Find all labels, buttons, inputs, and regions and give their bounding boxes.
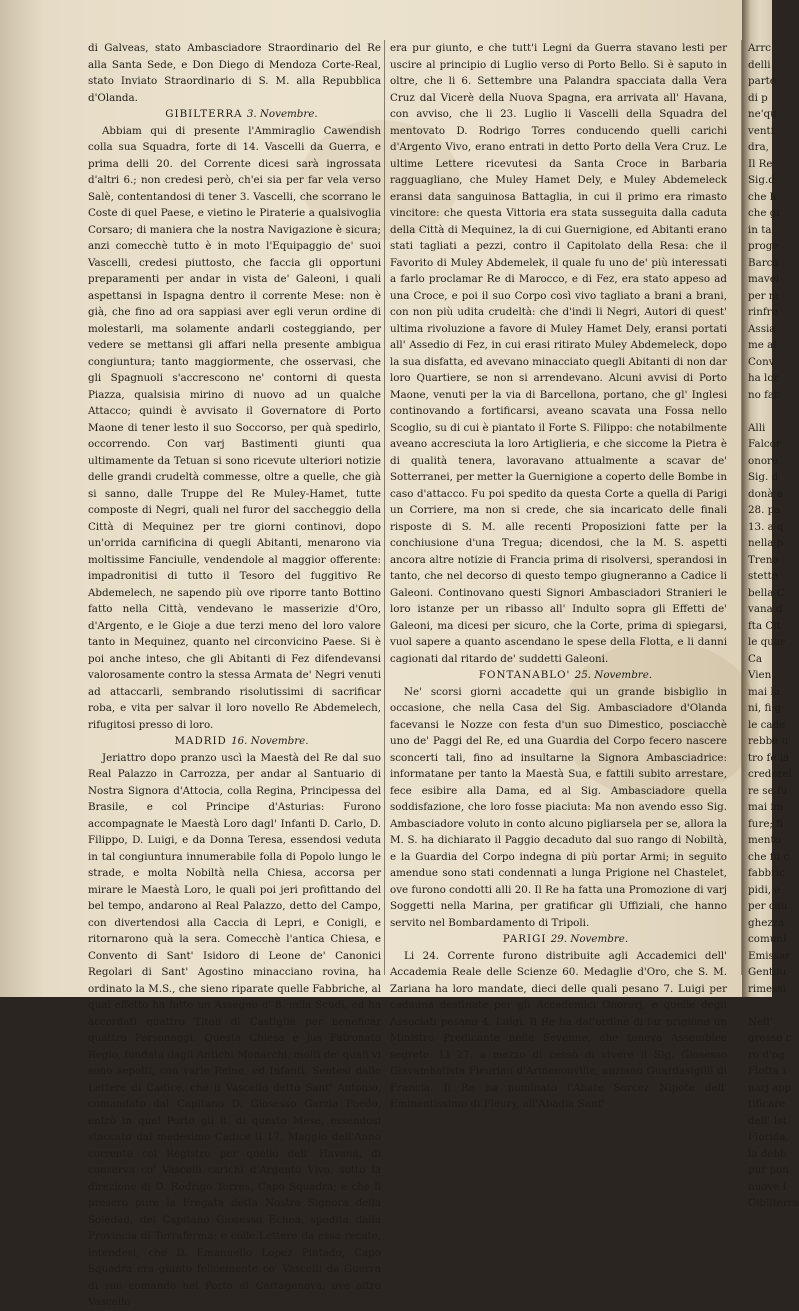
line-fragment: Flotta i [748,1065,786,1077]
line-fragment: Nell' [748,1015,773,1028]
place-name: PARIGI [502,933,547,945]
line-fragment: Treno [748,553,779,566]
line-fragment: Assia [748,322,776,335]
paragraph: Abbiam qui di presente l'Ammiraglio Cawendish colla sua Squadra, forte di 14. Vascelli da Guerra, e prima delli 20. del Corrente dicesi sarà ingrossata d'altri 6.; non credesi però, ch'ei sia per far vela verso Salè, contentandosi di tener 3. Vascelli, che scorrano le Coste di quel Paese, e vietino le Piraterie a qualsivoglia Corsaro; di maniera che la nostra Navigazione è sicura; anzi comecchè tutto è in moto l'Equipaggio de' suoi Vascelli, credesi piuttosto, che faccia gli opportuni preparamenti per andar in vista de' Galeoni, i quali aspettansi in Ispagna dentro il corrente Mese: non è già, che fino ad ora sappiasi aver egli verun ordine di molestarli, ma solamente andarli costeggiando, per vedere se mettansi gli affari nella presente ambigua congiuntura; tanto maggiormente, che osservasi, che gli Spagnuoli s'accrescono ne' contorni di questa Piazza, qualsisia mirino di nuovo ad un qualche Attacco; quindi è avvisato il Governatore di Porto Maone di tener lesto il suo Soccorso, per quà spedirlo, occorrendo. Con varj Bastimenti giunti qua ultimamente da Tetuan si sono ricevute ulteriori notizie delle grandi crudeltà commesse, oltre a quelle, che già si sanno, dalle Truppe del Re Muley-Hamet, tutte composte di Negri, quali nel furor del saccheggio della Città di Mequinez per tre giorni continovi, dopo un'orrida carnificina di quegli Abitanti, menarono via moltissime Fanciulle, vendendole al maggior offerente: impadronitisi di tutto il Tesoro del fuggitivo Re Abdemelech, ne sapendo più ove riporre tanto Bottino fatto nella Città, vendevano le masserizie d'Oro, d'Argento, e le Gioje a due terzi meno del loro valore tanto in Mequinez, quanto nel circonvicino Paese. Si è poi anche inteso, che gli Abitanti di Fez difendevansi valorosamente contro la stessa Armata de' Negri venuti ad attaccarli, sembrando risolutissimi di sacrificar roba, e vita per salvar il loro novello Re Abdemelech, rifugitosi presso di loro. [88,124,381,731]
paragraph: Ne' scorsi giorni accadette qui un grande bisbiglio in occasione, che nella Casa del Sig. Ambasciadore d'Olanda facevansi le Nozze con festa d'un suo Dimestico, posciacchè uno de' Paggi del Re, ed una Guardia del Corpo fecero nascere sconcerti tali, fino ad insultarne la Signora Ambasciadrice: informatane per tanto la Maestà Sua, e fattili subito arrestare, fece esibire alla Dama, ed al Sig. Ambasciadore quella soddisfazione, che loro fosse piaciuta: Ma non avendo esso Sig. Ambasciadore voluto in conto alcuno pigliarsela per se, allora la M. S. ha dichiarato il Paggio decaduto dal suo rango di Nobiltà, e la Guardia del Corpo indegna di più portar Armi; in seguito amendue sono stati condennati a lunga Prigione nel Chastelet, ove furono condotti alli 20. Il Re ha fatta una Promozione di varj Soggetti nella Marina, per gratificar gli Uffiziali, che hanno servito nel Bombardamento di Tripoli. [390,685,727,929]
line-fragment: ha lor [748,372,779,384]
line-fragment: delli [748,58,771,71]
paragraph: era pur giunto, e che tutt'i Legni da Guerra stavano lesti per uscire al principio di Luglio verso di Porto Bello. Si è saputo in oltre, che li 6. Settembre una Palandra spacciata dalla Vera Cruz dal Vicerè della Nuova Spagna, era arrivata all' Havana, con avviso, che li 23. Luglio li Vascelli della Squadra del mentovato D. Rodrigo Torres conducendo quelli carichi d'Argento Vivo, erano entrati in detto Porto della Vera Cruz. Le ultime Lettere ricevutesi da Santa Croce in Barbaria ragguagliano, che Muley Hamet Dely, e Muley Abdemeleck eransi data sanguinosa Battaglia, in cui il primo era rimasto vincitore: che questa Vittoria era stata susseguita dalla caduta della Città di Mequinez, la di cui Guernigione, ed Abitanti erano stati tagliati a pezzi, contro il Capitolato della Resa: che il Favorito di Muley Abdemelek, il quale fu uno de' più interessati a farlo proclamar Re di Marocco, e di Fez, era stato appeso ad una Croce, e poi il suo Corpo così vivo tagliato a brani a brani, con non più udita crudeltà: che d'indi li Negri, Autori di quest' ultima rivoluzione a favore di Muley Hamet Dely, eransi portati all' Assedio di Fez, in cui erasi ritirato Muley Abdemeleck, dopo la sua disfatta, ed avevano minacciato quegli Abitanti di non dar loro Quartiere, se non si arrendevano. Alcuni avvisi di Porto Maone, venuti per la via di Barcellona, portano, che gl' Inglesi continovando a fortificarsi, aveano scavata una Fossa nello Scoglio, su di cui è piantato il Forte S. Filippo: che notabilmente aveano accresciuta la loro Artiglieria, e che siccome la Pietra è di qualità tenera, lavoravano attualmente a scavar de' Sotterranei, per metter la Guernigione a coperto delle Bombe in caso d'attacco. Fu poi spedito da questa Corte a quella di Parigi un Corriere, ma non si crede, che sia incaricato delle finali risposte di S. M. alle recenti Proposizioni fatte per la conchiusione d'una Tregua; dicendosi, che la M. S. aspetti ancora altre notizie di Francia prima di risolversi, sperandosi in tanto, che nel decorso di questo tempo giugneranno a Cadice li Galeoni. Continovano questi Signori Ambasciadori Stranieri le loro istanze per un ribasso all' Indulto sopra gli Effetti de' Galeoni, ma dicesi per sicuro, che la Corte, prima di spiegarsi, vuol sapere a quanto ascendano le spese della Flotta, e li danni cagionati dal ritardo de' suddetti Galeoni. [390,42,727,665]
line-fragment: parte [748,75,776,87]
place-name: MADRID [174,735,227,747]
line-fragment: Il Re [748,157,773,170]
dateline-date: 16. Novembre. [231,735,309,747]
line-fragment: crederel [748,768,792,780]
dateline-date: 3. Novembre. [246,108,318,120]
line-fragment: fure; fi [748,817,784,830]
dateline-heading [88,106,381,123]
line-fragment: stette [748,570,778,582]
line-fragment: fabbric [748,867,786,879]
line-fragment: Gibilterra [748,1197,799,1209]
line-fragment: Sig.d [748,174,775,186]
line-fragment: Falcor [748,438,781,450]
line-fragment: ghezza [748,916,785,929]
line-fragment: ro d'og [748,1048,785,1061]
line-fragment: Vien [748,669,772,681]
line-fragment: Barch [748,256,780,269]
line-fragment: per m [748,289,779,302]
line-fragment: onore [748,454,779,467]
line-fragment: gresso c [748,1032,792,1044]
line-fragment: Alli [748,421,766,434]
line-fragment: mento [748,834,781,846]
line-fragment: la debb [748,1147,787,1160]
dateline-heading [390,667,727,684]
line-fragment: vana d [748,603,783,615]
line-fragment: pidi, e [748,883,781,896]
dateline-date: 29. Novembre. [550,933,629,945]
line-fragment: re se fu [748,784,788,797]
dateline-date: 25. Novembre. [574,669,653,681]
line-fragment: mai im [748,801,784,813]
line-fragment: che fu c [748,850,790,863]
line-fragment: 13. a q [748,520,784,533]
line-fragment: ne'qu [748,108,777,120]
line-fragment: nuove l [748,1180,786,1193]
paragraph: Li 24. Corrente furono distribuite agli Accademici dell' Accademia Reale delle Scienze 60. Medaglie d'Oro, che S. M. Zariana ha loro mandate, dieci delle quali pesano 7. Luigi per cadauna destinate per gli Accademici Onorarj, e quelle degli Associati pesano 4. Luigi. Il Re ha dat'ordine di far prigione un Ministro Predicante nelle Sevenne, che teneva Assemblee segrete. Li 27. a mezzo di cessò di vivere il Sig. Giosesso Giavambatista Fleuriau d'Armenonville, anziano Guardasigilli di Francia. Il Re ha nominato l'Abate Sorcez Nipote dell' Eminentissimo di Fleury, all'Abadia Sant' [390,949,727,1110]
line-fragment: mavei [748,273,780,285]
line-fragment: Ca [748,652,763,665]
line-fragment: di p [748,91,768,104]
line-fragment: narj app [748,1081,792,1094]
line-fragment: comuni [748,933,787,945]
line-fragment: rinfre [748,306,778,318]
paragraph: di Galveas, stato Ambasciadore Straordinario del Re alla Santa Sede, e Don Diego di Mendoza Corte-Real, stato Inviato Straordinario di S. M. alla Repubblica d'Olanda. [88,42,381,104]
line-fragment: ni, fi g [748,702,782,714]
line-fragment: tificare [748,1098,786,1110]
line-fragment: che h [748,190,777,203]
line-fragment: le quar [748,636,785,648]
line-fragment: Sig. d [748,471,779,483]
line-fragment: per cau [748,900,788,912]
column-rule [384,40,385,975]
dateline-heading [390,931,727,948]
line-fragment: le cade [748,718,786,731]
line-fragment: no far [748,388,779,401]
line-fragment: donà a [748,487,783,500]
line-fragment: Florida, [748,1131,789,1143]
line-fragment: tro fe la [748,751,790,764]
line-fragment: nella p [748,537,784,549]
line-fragment: me al [748,339,777,351]
line-fragment: pur pon [748,1164,789,1176]
line-fragment: rimessi [748,982,786,995]
place-name: GIBILTERRA [165,108,243,120]
column-left [88,40,381,1311]
line-fragment: Gentilu [748,966,787,978]
line-fragment: dell' Ist [748,1114,787,1127]
column-middle [390,40,727,1113]
dateline-heading [88,733,381,750]
line-fragment: mai la [748,685,780,698]
line-fragment: Conv [748,355,775,368]
line-fragment: Emissar [748,949,791,962]
line-fragment: in ta [748,223,772,236]
line-fragment: 28. pa [748,504,781,516]
line-fragment: dra, [748,141,769,153]
place-name: FONTANABLO' [478,669,571,681]
line-fragment: venti [748,124,774,137]
line-fragment: rebbe u [748,735,789,747]
column-rule [741,40,742,975]
line-fragment: Arrc [748,42,772,54]
paragraph: Jeriattro dopo pranzo uscì la Maestà del Re dal suo Real Palazzo in Carrozza, per andar al Santuario di Nostra Signora d'Attocia, colla Regina, Principessa del Brasile, e col Principe d'Asturias: Furono accompagnate le Maestà Loro dagl' Infanti D. Carlo, D. Filippo, D. Luigi, e da Donna Teresa, essendosi veduta in tal congiuntura innumerabile folla di Popolo lungo le strade, e molta Nobiltà nella Chiesa, accorsa per mirare le Maestà Loro, le quali poi jeri profittando del bel tempo, andarono al Real Palazzo, detto del Campo, con divertendosi alla Caccia di Lepri, e Conigli, e ritornarono quà la sera. Comecchè l'antica Chiesa, e Convento di Sant' Isidoro di Leone de' Canonici Regolari di Sant' Agostino minacciano rovina, ha ordinato la M.S., che sieno riparate quelle Fabbriche, al qual effetto ha fatto un Assegno d' 8. mila Scudi, ed ha accordati quattro Titoli di Castiglia per beneficar quattro Personaggi. Questa Chiesa è jus Patronato Regio, fondata dagli Antichi Monarchi, molti de' quali vi sono sepolti, con varie Reine, ed Infanti. Sentesi dalle Lettere di Cadice, che il Vascello detto Sant' Antonio, comandato dal Capitano D. Giosesso Garzia Poedo, entrò in quel Porto gli 8. di questo Mese, essendosi staccato dal medesimo Cadice li 17. Maggio dell'Anno corrente col Registro per quello dell' Havana, di conserva co' Vascelli carichi d'Argento Vivo, sotto la direzione di D. Rodrigo Torres, Capo Squadra; e che lì presero pure la Fregata detta Nostra Signora della Soledad, del Capitano Giosesso Echea, spedita dalla Provincia di Terraferma; e colle Lettere da essa recate, intendesi, che D. Emanuello Lopez Pintado, Capo Squadra era giunto felicemente co' Vascelli da Guerra di suo comando nel Porto di Cartagenova, ove altro Vascello [88,751,381,1308]
line-fragment [748,403,788,420]
line-fragment: bella C [748,586,785,599]
line-fragment: proge [748,240,779,252]
line-fragment: che gi [748,207,780,219]
line-fragment: fta Cit [748,619,781,632]
column-right-fragment [748,40,799,1212]
line-fragment [748,997,788,1014]
